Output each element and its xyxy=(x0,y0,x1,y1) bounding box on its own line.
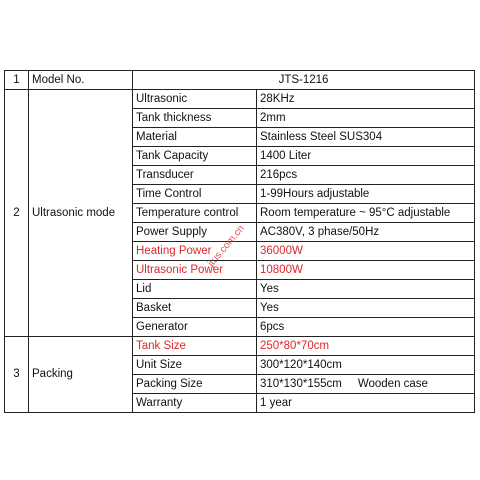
spec-value: 250*80*70cm xyxy=(257,337,475,356)
section-number: 2 xyxy=(5,90,29,337)
spec-value: 1 year xyxy=(257,394,475,413)
spec-value: 216pcs xyxy=(257,166,475,185)
spec-name: Tank Size xyxy=(133,337,257,356)
spec-name: Heating Power xyxy=(133,242,257,261)
table-row xyxy=(5,71,475,90)
section-label: Ultrasonic mode xyxy=(29,90,133,337)
spec-value: 300*120*140cm xyxy=(257,356,475,375)
spec-value: 36000W xyxy=(257,242,475,261)
spec-name: Material xyxy=(133,128,257,147)
spec-value: Stainless Steel SUS304 xyxy=(257,128,475,147)
spec-name: Packing Size xyxy=(133,375,257,394)
spec-value: Yes xyxy=(257,299,475,318)
spec-value: AC380V, 3 phase/50Hz xyxy=(257,223,475,242)
spec-name: Power Supply xyxy=(133,223,257,242)
spec-name: Temperature control xyxy=(133,204,257,223)
model-value: JTS-1216 xyxy=(133,71,475,90)
spec-value: Yes xyxy=(257,280,475,299)
spec-value-extra: Wooden case xyxy=(357,377,428,390)
spec-value: 6pcs xyxy=(257,318,475,337)
spec-value: 28KHz xyxy=(257,90,475,109)
spec-value: 10800W xyxy=(257,261,475,280)
watermark-text: jtus.com.cn xyxy=(206,223,247,270)
spec-name: Tank Capacity xyxy=(133,147,257,166)
section-number: 1 xyxy=(5,71,29,90)
spec-name: Ultrasonic xyxy=(133,90,257,109)
spec-name: Tank thickness xyxy=(133,109,257,128)
section-label: Packing xyxy=(29,337,133,413)
spec-name: Lid xyxy=(133,280,257,299)
spec-value: 2mm xyxy=(257,109,475,128)
spec-name: Ultrasonic Power xyxy=(133,261,257,280)
spec-name: Transducer xyxy=(133,166,257,185)
spec-value: 1400 Liter xyxy=(257,147,475,166)
spec-name: Unit Size xyxy=(133,356,257,375)
spec-name: Warranty xyxy=(133,394,257,413)
spec-table-body xyxy=(5,71,475,413)
spec-value-main: 310*130*155cm xyxy=(260,377,342,390)
spec-table xyxy=(4,70,475,413)
spec-name: Generator xyxy=(133,318,257,337)
spec-name: Time Control xyxy=(133,185,257,204)
table-row xyxy=(5,337,475,356)
spec-value: 1-99Hours adjustable xyxy=(257,185,475,204)
section-number: 3 xyxy=(5,337,29,413)
spec-name: Basket xyxy=(133,299,257,318)
table-row xyxy=(5,90,475,109)
section-label: Model No. xyxy=(29,71,133,90)
spec-value: Room temperature ~ 95°C adjustable xyxy=(257,204,475,223)
spec-value xyxy=(257,375,475,394)
